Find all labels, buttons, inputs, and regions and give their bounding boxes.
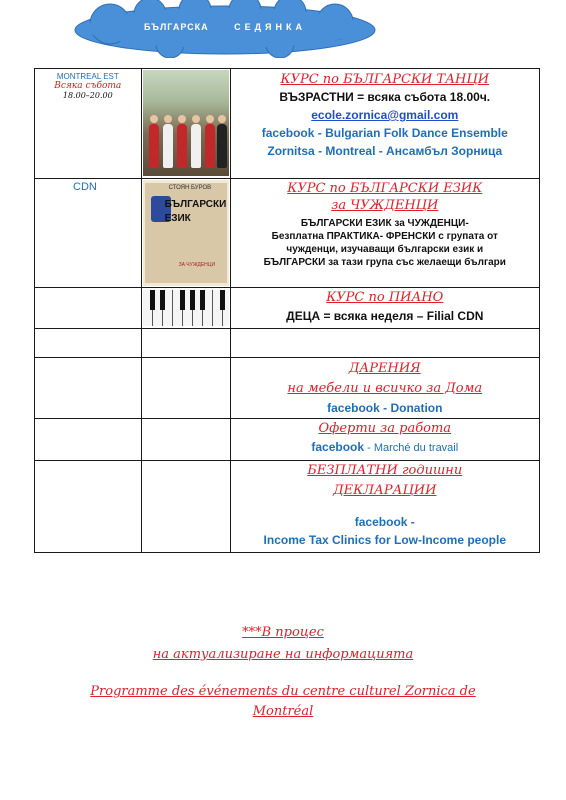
info-cell [230,69,539,179]
book-subtitle: ЗА ЧУЖДЕНЦИ [178,262,216,268]
photo-cell [141,179,230,288]
empty-cell [35,419,142,461]
table-row [35,329,540,358]
email-link[interactable]: ecole.zornica@gmail.com [311,108,459,122]
footer-note-3: Programme des événements du centre culturel Zornica de [90,684,476,699]
cloud-title [70,22,380,32]
folk-dance-photo [143,70,229,176]
footer-note-2: на актуализиране на информацията [152,647,414,662]
book-author: СТОЯН БУРОВ [168,185,212,191]
course-title: КУРС по БЪЛГАРСКИ ЕЗИК [287,181,483,196]
donations-title: ДАРЕНИЯ [348,361,421,376]
book-cover-image [143,180,229,286]
jobs-title: Оферти за работа [318,421,452,436]
info-cell [230,358,539,419]
course-subtitle: за ЧУЖДЕНЦИ [331,198,439,213]
location-cell [35,179,142,288]
desc-line: Безплатна ПРАКТИКА- ФРЕНСКИ с групата от [271,231,498,242]
schedule-line: ВЪЗРАСТНИ = всяка събота 18.00ч. [279,90,491,104]
table-row [35,288,540,329]
empty-cell [141,461,230,553]
location-label: MONTREAL EST [56,72,119,81]
tax-subtitle: ДЕКЛАРАЦИИ [333,483,437,498]
table-row [35,419,540,461]
empty-cell [141,419,230,461]
tax-title: БЕЗПЛАТНИ годишни [307,463,463,478]
photo-cell [141,288,230,329]
location-label: CDN [73,181,97,193]
info-cell [230,461,539,553]
facebook-link[interactable] [231,437,539,458]
footer-note-1: ***В процес [242,625,324,640]
table-row [35,69,540,179]
schedule-table [34,68,540,553]
empty-cell [141,358,230,419]
facebook-link[interactable]: Income Tax Clinics for Low-Income people [263,533,507,547]
book-title-1: БЪЛГАРСКИ [164,199,227,210]
desc-line: БЪЛГАРСКИ ЕЗИК за ЧУЖДЕНЦИ- [300,218,469,229]
footer-note-4: Montréal [252,704,314,719]
info-cell [230,419,539,461]
info-cell [230,288,539,329]
day-label: Всяка събота [54,81,122,91]
table-row [35,358,540,419]
empty-cell [230,329,539,358]
empty-cell [141,329,230,358]
cloud-title-a: БЪЛГАРСКА [144,22,209,32]
book-title-2: ЕЗИК [164,213,191,224]
schedule-line: ДЕЦА = всяка неделя – Filial CDN [286,309,484,323]
cloud-title-b: СЕДЯНКА [234,22,306,32]
empty-cell [35,461,142,553]
desc-line: чужденци, изучаващи български език и [286,244,484,255]
empty-cell [35,329,142,358]
location-cell [35,69,142,179]
facebook-label: facebook [311,440,365,454]
facebook-link-cont[interactable]: Zornitsa - Montreal - Ансамбъл Зорница [267,144,503,158]
facebook-label[interactable]: facebook - [354,515,415,529]
photo-cell [141,69,230,179]
time-label: 18.00–20.00 [62,91,113,100]
table-row [35,179,540,288]
empty-cell [35,358,142,419]
info-cell [230,179,539,288]
book-title [165,198,227,226]
piano-keys-image [143,290,229,326]
facebook-link[interactable]: facebook - Bulgarian Folk Dance Ensemble [261,126,508,140]
donations-subtitle: на мебели и всичко за Дома [287,381,483,396]
table-row [35,461,540,553]
facebook-page: - Marché du travail [364,442,459,454]
location-cell [35,288,142,329]
desc-line: БЪЛГАРСКИ за тази група със желаещи българи [263,257,506,268]
facebook-link[interactable]: facebook - Donation [327,401,443,415]
course-title: КУРС по ПИАНО [326,290,444,305]
course-title: КУРС по БЪЛГАРСКИ ТАНЦИ [280,72,490,87]
